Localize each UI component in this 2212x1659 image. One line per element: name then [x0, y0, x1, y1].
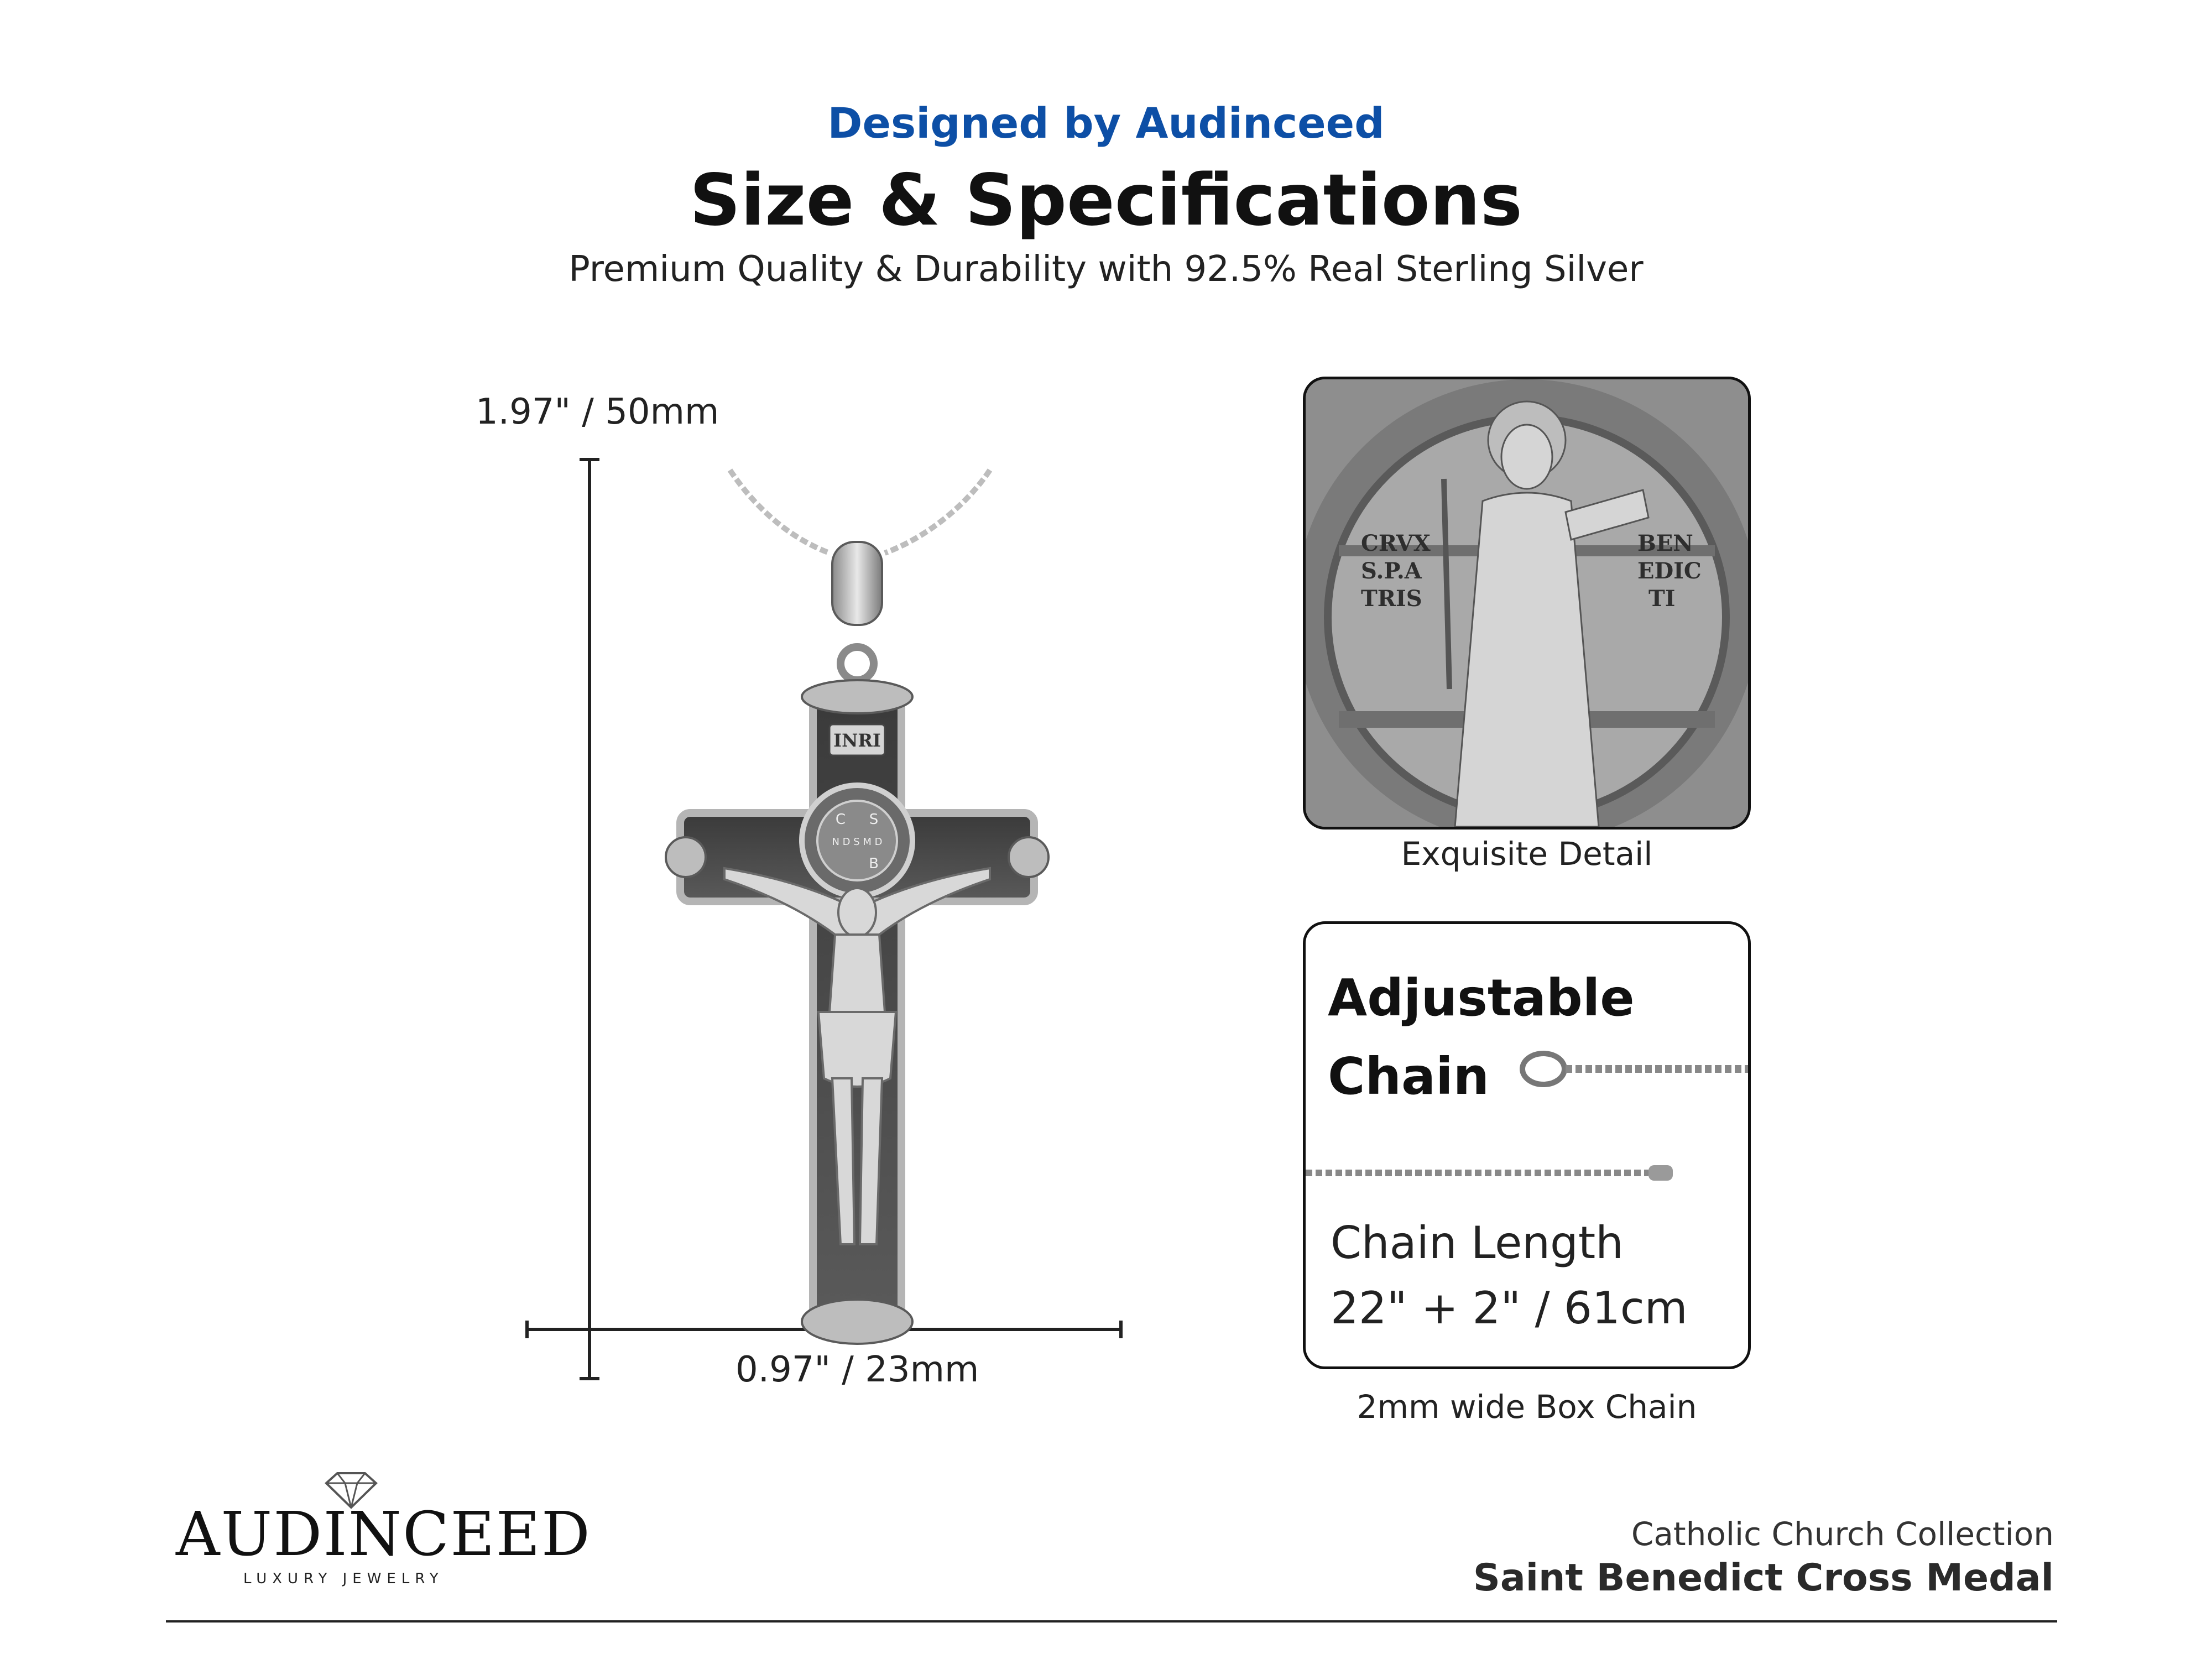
svg-text:TRIS: TRIS: [1361, 586, 1422, 612]
svg-text:B: B: [869, 855, 879, 872]
collection-label: Catholic Church Collection: [1631, 1515, 2054, 1553]
brand-name: AUDINCEED: [176, 1499, 591, 1569]
chain-extender-image: [1306, 1156, 1748, 1190]
crucifix-pendant-image: [664, 459, 1051, 1355]
inri-text: INRI: [833, 730, 881, 751]
svg-text:CRVX: CRVX: [1361, 530, 1431, 556]
chain-heading-line2: Chain: [1328, 1047, 1490, 1106]
height-dimension-cap-bottom: [580, 1377, 599, 1380]
height-dimension-cap-top: [580, 458, 599, 461]
svg-text:EDIC: EDIC: [1637, 558, 1702, 584]
chain-clasp-image: [1516, 1047, 1748, 1091]
chain-length-value: 22" + 2" / 61cm: [1331, 1282, 1688, 1334]
chain-caption: 2mm wide Box Chain: [1357, 1388, 1697, 1426]
svg-text:N D S M D: N D S M D: [832, 836, 883, 848]
chain-info-card: [1303, 921, 1751, 1369]
detail-image-frame: [1303, 377, 1751, 830]
height-dimension-label: 1.97" / 50mm: [476, 392, 719, 432]
page-title: Size & Specifications: [690, 159, 1522, 242]
pendant-bail: [832, 542, 882, 625]
brand-logo: [166, 1471, 591, 1604]
product-name: Saint Benedict Cross Medal: [1473, 1556, 2054, 1600]
page-subtitle: Premium Quality & Durability with 92.5% Real Sterling Silver: [568, 249, 1644, 290]
medal-closeup-image: [1306, 379, 1748, 827]
designer-label: Designed by Audinceed: [827, 98, 1385, 148]
footer-divider: [166, 1620, 2057, 1623]
detail-caption: Exquisite Detail: [1401, 835, 1653, 873]
width-dimension-label: 0.97" / 23mm: [735, 1349, 979, 1390]
width-dimension-cap-right: [1119, 1321, 1123, 1338]
svg-text:C: C: [835, 811, 846, 828]
height-dimension-line: [588, 459, 591, 1380]
svg-text:TI: TI: [1648, 586, 1676, 612]
svg-text:S.P.A: S.P.A: [1361, 558, 1422, 584]
pendant-chain: [730, 470, 990, 553]
chain-heading-line1: Adjustable: [1328, 968, 1635, 1027]
width-dimension-cap-left: [525, 1321, 529, 1338]
svg-text:S: S: [869, 811, 879, 828]
svg-text:BEN: BEN: [1637, 530, 1693, 556]
chain-length-label: Chain Length: [1331, 1217, 1624, 1269]
brand-tagline: LUXURY JEWELRY: [243, 1571, 444, 1587]
